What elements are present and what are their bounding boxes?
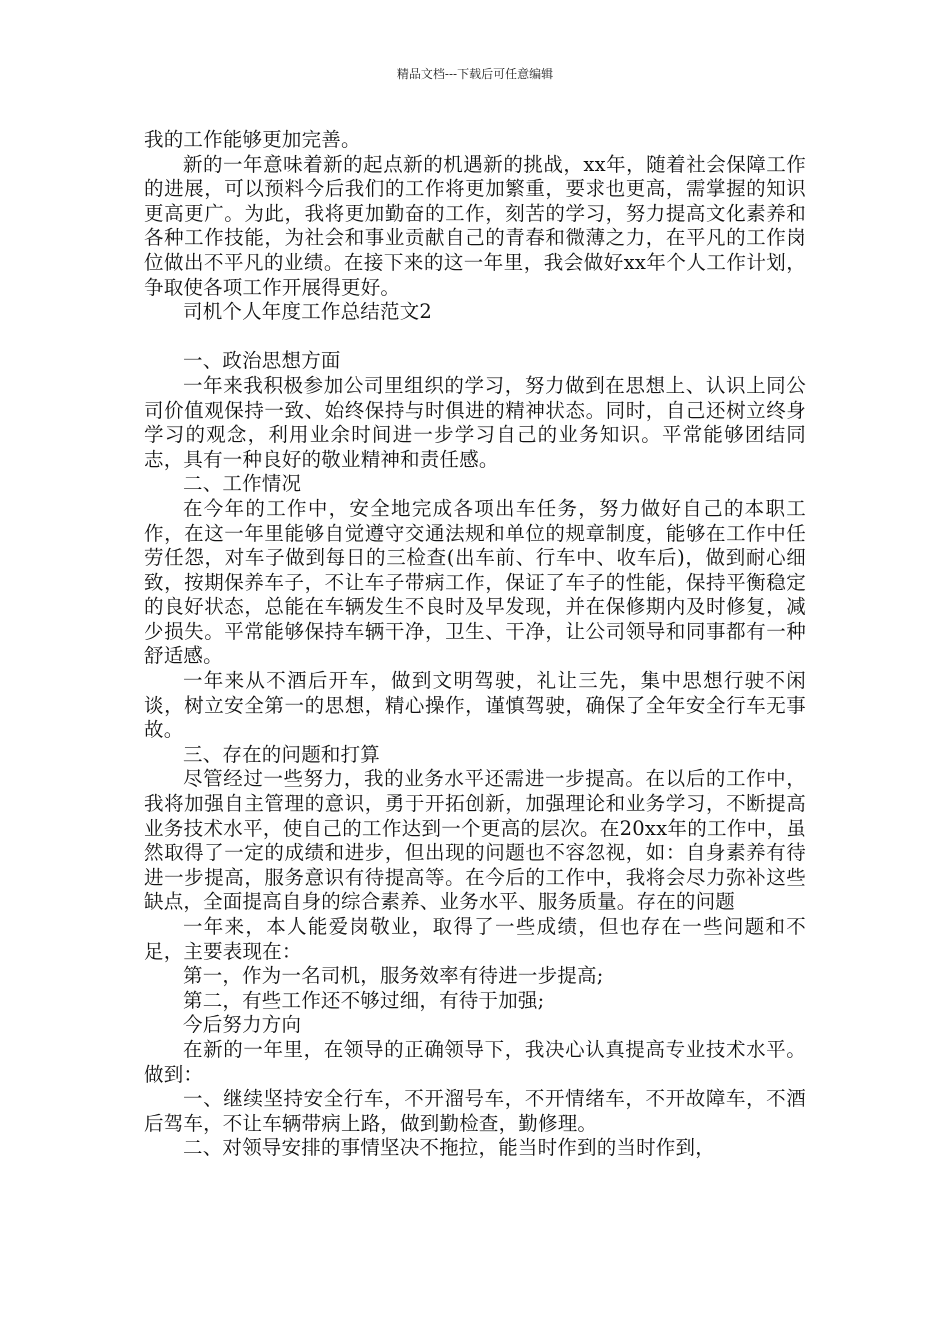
list-item: 第一，作为一名司机，服务效率有待进一步提高; — [183, 964, 604, 988]
section-heading: 三、存在的问题和打算 — [183, 742, 381, 766]
list-item: 二、对领导安排的事情坚决不拖拉，能当时作到的当时作到， — [183, 1136, 715, 1160]
paragraph: 一年来从不酒后开车，做到文明驾驶，礼让三先，集中思想行驶不闲谈，树立安全第一的思想，精心操作，谨慎驾驶，确保了全年安全行车无事故。 — [144, 669, 806, 742]
section-heading: 今后努力方向 — [183, 1013, 302, 1037]
blank-line — [144, 325, 806, 350]
list-item: 一、继续坚持安全行车，不开溜号车，不开情绪车，不开故障车，不酒后驾车，不让车辆带病上路，做到勤检查，勤修理。 — [144, 1087, 806, 1135]
list-item: 第二，有些工作还不够过细，有待于加强; — [183, 988, 545, 1012]
paragraph: 在新的一年里，在领导的正确领导下，我决心认真提高专业技术水平。做到： — [144, 1037, 806, 1086]
section-heading: 二、工作情况 — [183, 472, 302, 496]
paragraph: 新的一年意味着新的起点新的机遇新的挑战，xx年，随着社会保障工作的进展，可以预料今后我们的工作将更加繁重，要求也更高，需掌握的知识更高更广。为此，我将更加勤奋的工作，刻苦的学习，努力提高文化素养和各种工作技能，为社会和事业贡献自己的青春和微薄之力，在平凡的工作岗位做出不平凡的业绩。在接下来的这一年里，我会做好xx年个人工作计划，争取使各项工作开展得更好。 — [144, 152, 806, 299]
section-heading: 一、政治思想方面 — [183, 349, 341, 373]
document-body — [144, 128, 806, 1161]
paragraph: 尽管经过一些努力，我的业务水平还需进一步提高。在以后的工作中，我将加强自主管理的意识，勇于开拓创新，加强理论和业务学习，不断提高业务技术水平，使自己的工作达到一个更高的层次。在20xx年的工作中，虽然取得了一定的成绩和进步，但出现的问题也不容忽视，如：自身素养有待进一步提高，服务意识有待提高等。在今后的工作中，我将会尽力弥补这些缺点，全面提高自身的综合素养、业务水平、服务质量。存在的问题 — [144, 767, 806, 914]
section-title: 司机个人年度工作总结范文2 — [183, 300, 433, 324]
page-header: 精品文档---下载后可任意编辑 — [396, 67, 554, 81]
paragraph: 我的工作能够更加完善。 — [144, 128, 361, 151]
paragraph: 一年来，本人能爱岗敬业，取得了一些成绩，但也存在一些问题和不足，主要表现在： — [144, 915, 806, 963]
paragraph: 在今年的工作中，安全地完成各项出车任务，努力做好自己的本职工作，在这一年里能够自觉遵守交通法规和单位的规章制度，能够在工作中任劳任怨，对车子做到每日的三检查(出车前、行车中、收车后)，做到耐心细致，按期保养车子，不让车子带病工作，保证了车子的性能，保持平衡稳定的良好状态，总能在车辆发生不良时及早发现，并在保修期内及时修复，减少损失。平常能够保持车辆干净，卫生、干净，让公司领导和同事都有一种舒适感。 — [144, 496, 806, 668]
paragraph: 一年来我积极参加公司里组织的学习，努力做到在思想上、认识上同公司价值观保持一致、始终保持与时俱进的精神状态。同时，自己还树立终身学习的观念，利用业余时间进一步学习自己的业务知识。平常能够团结同志，具有一种良好的敬业精神和责任感。 — [144, 373, 806, 471]
